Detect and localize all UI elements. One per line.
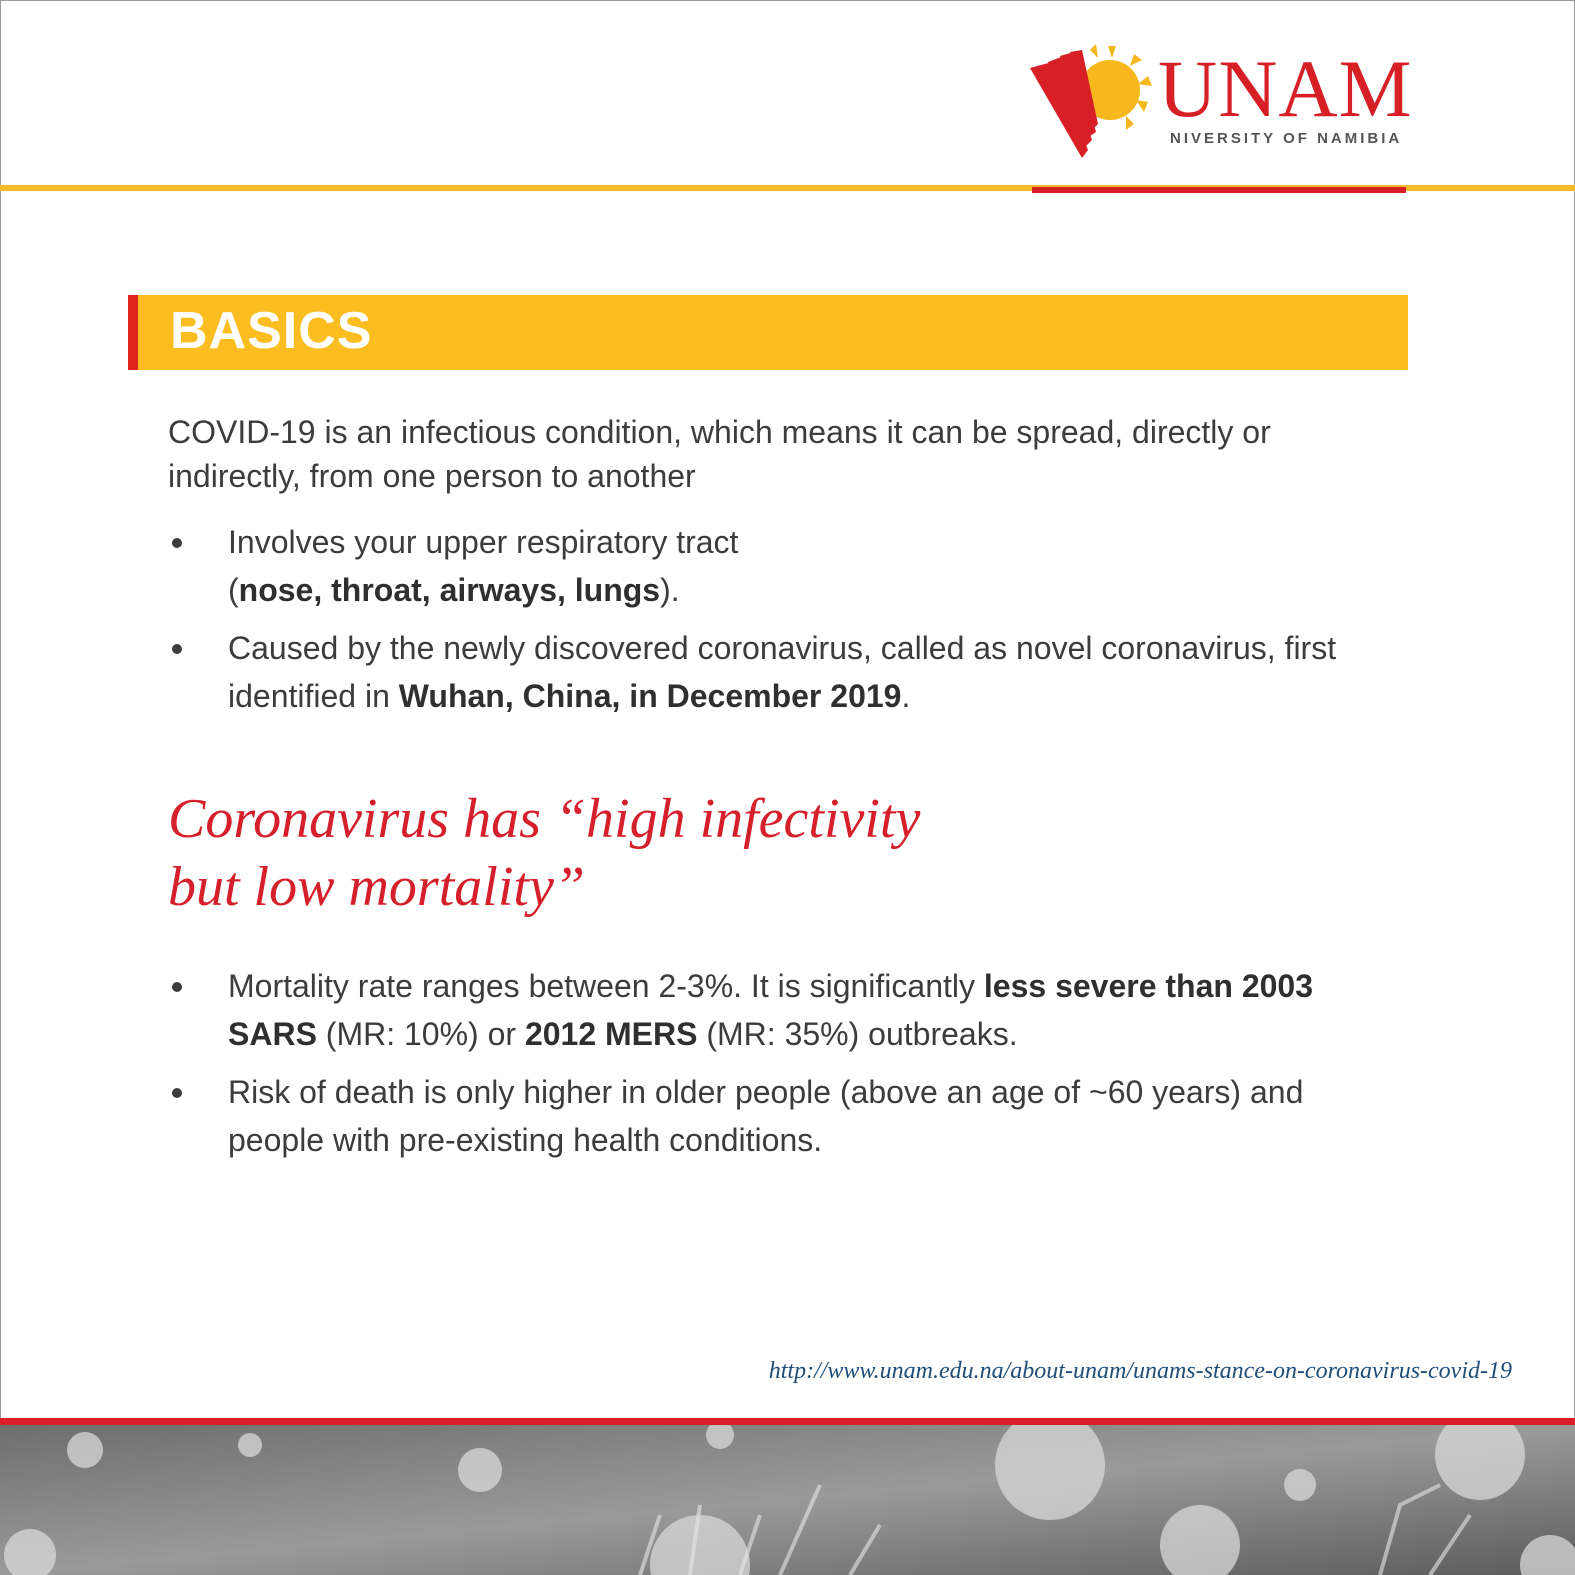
bullet-emphasis: nose, throat, airways, lungs — [238, 572, 661, 608]
bullet-text: (MR: 10%) or — [316, 1016, 525, 1052]
bullet-text: ( — [228, 572, 239, 608]
banner-accent — [128, 295, 138, 370]
bullet-text: Caused by the newly discovered coronavirus, called as novel coronavirus, first identified in — [228, 630, 1337, 714]
mortality-bullet-list — [168, 962, 1398, 1174]
list-item — [168, 518, 1398, 614]
section-title: BASICS — [170, 302, 373, 360]
bullet-icon — [172, 538, 182, 548]
list-item — [168, 1068, 1398, 1164]
bullet-text: . — [901, 678, 911, 714]
source-link[interactable]: http://www.unam.edu.na/about-unam/unams-stance-on-coronavirus-covid-19 — [768, 1358, 1512, 1384]
list-item — [168, 624, 1398, 720]
quote-line: but low mortality” — [168, 856, 585, 918]
bullet-emphasis: less severe than 2003 SARS — [228, 968, 1314, 1052]
logo-wordmark: UNAM — [1158, 43, 1413, 134]
bullet-emphasis: Wuhan, China, in December 2019 — [398, 678, 902, 714]
quote-line: Coronavirus has “high infectivity — [168, 788, 921, 850]
bullet-text: Involves your upper respiratory tract — [228, 524, 739, 560]
bullet-icon — [172, 644, 182, 654]
bullet-text: ). — [660, 572, 680, 608]
bullet-icon — [172, 1088, 182, 1098]
unam-logo — [1030, 40, 1413, 160]
header-rule-accent — [1032, 187, 1406, 193]
coronavirus-background-image — [0, 1425, 1575, 1575]
bullet-text: Mortality rate ranges between 2-3%. It is significantly — [228, 968, 984, 1004]
section-banner — [128, 295, 1408, 370]
pull-quote — [168, 785, 1068, 921]
bullet-icon — [172, 982, 182, 992]
basics-bullet-list — [168, 518, 1398, 730]
footer-rule — [0, 1418, 1575, 1425]
intro-paragraph: COVID-19 is an infectious condition, which means it can be spread, directly or indirectly, from one person to another — [168, 414, 1271, 494]
bullet-text: (MR: 35%) outbreaks. — [697, 1016, 1018, 1052]
sun-book-icon — [1030, 40, 1160, 160]
list-item — [168, 962, 1398, 1058]
logo-subtitle: NIVERSITY OF NAMIBIA — [1170, 130, 1403, 147]
bullet-emphasis: 2012 MERS — [524, 1016, 698, 1052]
bullet-text: Risk of death is only higher in older people (above an age of ~60 years) and people with pre-existing health conditions. — [228, 1074, 1304, 1158]
